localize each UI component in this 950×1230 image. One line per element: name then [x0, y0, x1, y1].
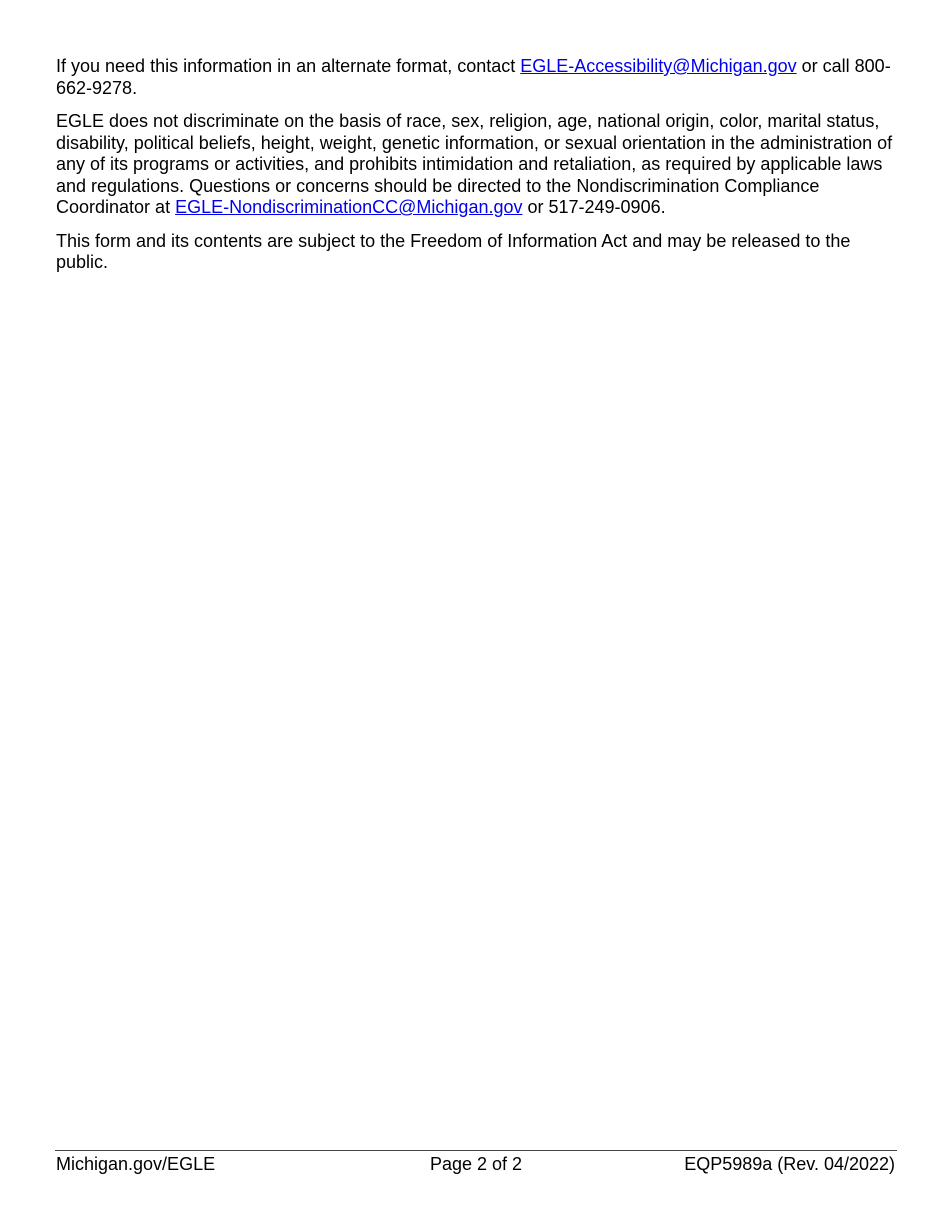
- footer-website: Michigan.gov/EGLE: [56, 1154, 216, 1174]
- document-body: [56, 56, 894, 286]
- page-number: Page 2 of 2: [429, 1154, 523, 1174]
- foia-paragraph: This form and its contents are subject to the Freedom of Information Act and may be released to the public.: [56, 230, 851, 272]
- accessibility-paragraph: [56, 56, 894, 99]
- form-number: EQP5989a (Rev. 04/2022): [684, 1154, 895, 1174]
- accessibility-email-link[interactable]: EGLE-Accessibility@Michigan.gov: [520, 56, 797, 76]
- nondiscrimination-text: EGLE does not discriminate on the basis of race, sex, religion, age, national origin, color, marital status, disability, political beliefs, height, weight, genetic information, or sexual orientation in the administration of any of its programs or activities, and prohibits intimidation and retaliation, as required by applicable laws and regulations. Questions or concerns should be directed to the Nondiscrimination Compliance Coordinator at: [56, 111, 893, 217]
- nondiscrimination-email-link[interactable]: EGLE-NondiscriminationCC@Michigan.gov: [175, 197, 523, 217]
- nondiscrimination-paragraph: [56, 111, 894, 219]
- accessibility-text: If you need this information in an alternate format, contact: [56, 56, 521, 76]
- nondiscrimination-phone-text: or 517-249-0906.: [522, 197, 666, 217]
- page-footer: [55, 1150, 897, 1177]
- accessibility-phone-text: or call 800-662-9278.: [56, 56, 891, 98]
